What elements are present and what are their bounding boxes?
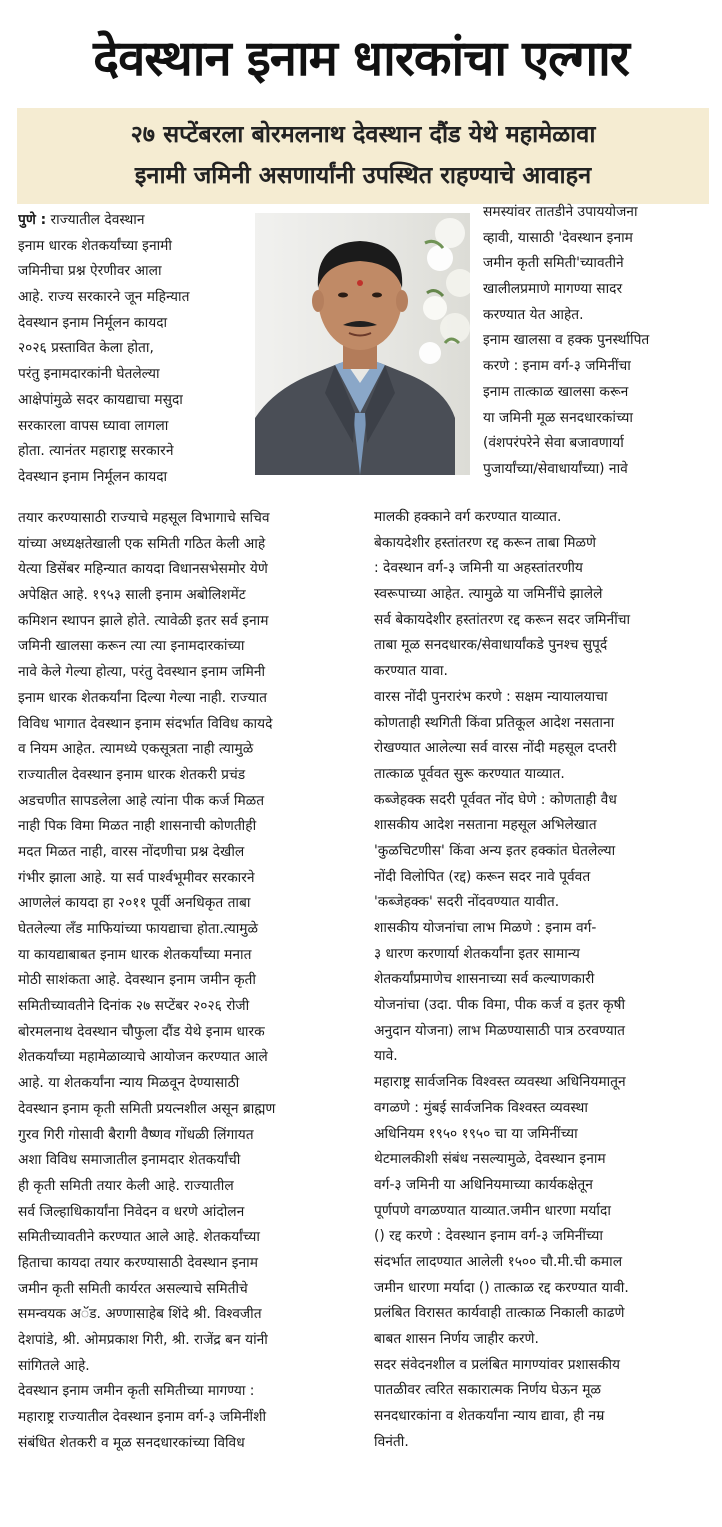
text-line: कोणताही स्थगिती किंवा प्रतिकूल आदेश नसताना xyxy=(374,714,615,731)
text-line: मदत मिळत नाही, वारस नोंदणीचा प्रश्न देखील xyxy=(18,843,245,860)
text-line: या कायद्याबाबत इनाम धारक शेतकर्यांच्या मनात xyxy=(18,946,252,963)
dateline: पुणे : xyxy=(18,212,47,228)
subheadline-line: इनामी जमिनी असणार्यांनी उपस्थित राहण्याचे आवाहन xyxy=(134,161,592,189)
text-line: व नियम आहेत. त्यामध्ये एकसूत्रता नाही त्यामुळे xyxy=(18,741,254,758)
text-line: स्वरूपाच्या आहेत. त्यामुळे या जमिनींचे झालेले xyxy=(374,586,603,603)
text-line: कब्जेहक्क सदरी पूर्ववत नोंद घेणे : कोणताही वैध xyxy=(374,791,617,808)
text-line: पातळीवर त्वरित सकारात्मक निर्णय घेऊन मूळ xyxy=(374,1382,602,1399)
text-line: अपेक्षित आहे. १९५३ साली इनाम अबोलिशमेंट xyxy=(18,587,246,604)
text-line: : देवस्थान वर्ग-३ जमिनी या अहस्तांतरणीय xyxy=(374,560,583,577)
column-1-top xyxy=(18,208,250,491)
text-line: होता. त्यानंतर महाराष्ट्र सरकारने xyxy=(18,443,174,460)
text-line: जमीन कृती समिती कार्यरत असल्याचे समितीचे xyxy=(18,1280,248,1297)
text-line: सदर संवेदनशील व प्रलंबित मागण्यांवर प्रशासकीय xyxy=(374,1356,621,1373)
text-line: खालीलप्रमाणे मागण्या सादर xyxy=(483,281,623,298)
text-line: योजनांचा (उदा. पीक विमा, पीक कर्ज व इतर कृषी xyxy=(374,997,626,1014)
text-line: समस्यांवर तातडीने उपाययोजना xyxy=(483,204,638,220)
text-line: ३ धारण करणार्या शेतकर्यांना इतर सामान्य xyxy=(374,945,580,962)
text-line: तात्काळ पूर्ववत सुरू करण्यात याव्यात. xyxy=(374,765,565,782)
text-line: बेकायदेशीर हस्तांतरण रद्द करून ताबा मिळणे xyxy=(374,534,596,551)
text-line: देवस्थान इनाम निर्मूलन कायदा xyxy=(18,468,168,485)
text-line-content: राज्यातील देवस्थान xyxy=(50,212,145,228)
text-line: सर्व जिल्हाधिकार्यांना निवेदन व धरणे आंदोलन xyxy=(18,1203,245,1220)
text-line: नोंदी विलोपित (रद्द) करून सदर नावे पूर्ववत xyxy=(374,868,591,885)
text-line: आहे. या शेतकर्यांना न्याय मिळवून देण्यासाठी xyxy=(18,1075,240,1092)
column-2-bottom xyxy=(374,505,718,1455)
text-line: विनंती. xyxy=(374,1433,409,1450)
subheadline-box xyxy=(17,108,709,204)
text-line: () रद्द करणे : देवस्थान इनाम वर्ग-३ जमिनींच्या xyxy=(374,1228,603,1245)
text-line: 'कुळचिटणीस' किंवा अन्य इतर हक्कांत घेतलेल्या xyxy=(374,842,616,859)
text-line: जमिनीचा प्रश्न ऐरणीवर आला xyxy=(18,263,162,280)
text-line: करण्यात यावा. xyxy=(374,663,448,680)
text-line: 'कब्जेहक्क' सदरी नोंदवण्यात यावीत. xyxy=(374,894,560,911)
text-line: व्हावी, यासाठी 'देवस्थान इनाम xyxy=(483,229,633,246)
text-line: प्रलंबित विरासत कार्यवाही तात्काळ निकाली काढणे xyxy=(374,1305,625,1322)
text-line: अडचणीत सापडलेला आहे त्यांना पीक कर्ज मिळत xyxy=(18,792,265,809)
text-line: तयार करण्यासाठी राज्याचे महसूल विभागाचे सचिव xyxy=(18,510,270,526)
text-line: यांच्या अध्यक्षतेखाली एक समिती गठित केली आहे xyxy=(18,535,266,552)
text-line: अशा विविध समाजातील इनामदार शेतकर्यांची xyxy=(18,1152,241,1169)
text-line: जमीन धारणा मर्यादा () तात्काळ रद्द करण्यात यावी. xyxy=(374,1279,629,1296)
text-line: (वंशपरंपरेने सेवा बजावणार्या xyxy=(483,435,624,452)
text-line: घेतलेल्या लँड माफियांच्या फायद्याचा होता.त्यामुळे xyxy=(18,921,259,937)
column-2-top xyxy=(483,200,717,483)
text-line: संदर्भात लादण्यात आलेली १५०० चौ.मी.ची कमाल xyxy=(374,1253,623,1270)
text-line: देवस्थान इनाम कृती समिती प्रयत्नशील असून ब्राह्मण xyxy=(18,1100,276,1117)
text-line: २०२६ प्रस्तावित केला होता, xyxy=(18,340,154,357)
text-line: कमिशन स्थापन झाले होते. त्यावेळी इतर सर्व इनाम xyxy=(18,612,269,629)
text-line: सर्व बेकायदेशीर हस्तांतरण रद्द करून सदर जमिनींचा xyxy=(374,611,631,628)
text-line: पुजार्यांच्या/सेवाधार्यांच्या) नावे xyxy=(483,460,628,477)
text-line: महाराष्ट्र सार्वजनिक विश्वस्त व्यवस्था अधिनियमातून xyxy=(374,1074,626,1091)
text-line: शासकीय योजनांचा लाभ मिळणे : इनाम वर्ग- xyxy=(374,920,597,936)
text-line: नाही पिक विमा मिळत नाही शासनाची कोणतीही xyxy=(18,818,257,835)
text-line: करणे : इनाम वर्ग-३ जमिनींचा xyxy=(483,358,631,375)
text-line: जमिनी खालसा करून त्या त्या इनामदारकांच्या xyxy=(18,638,245,655)
text-line: मालकी हक्काने वर्ग करण्यात याव्यात. xyxy=(374,509,562,525)
text-line: पूर्णपणे वगळण्यात याव्यात.जमीन धारणा मर्यादा xyxy=(374,1202,611,1219)
text-line: राज्यातील देवस्थान इनाम धारक शेतकरी प्रचंड xyxy=(18,766,246,783)
text-line: इनाम धारक शेतकर्यांच्या इनामी xyxy=(18,237,172,254)
text-line: इनाम खालसा व हक्क पुनर्स्थापित xyxy=(483,332,650,349)
text-line: हिताचा कायदा तयार करण्यासाठी देवस्थान इनाम xyxy=(18,1254,259,1271)
text-line: जमीन कृती समिती'च्यावतीने xyxy=(483,255,624,272)
text-line: आणलेलं कायदा हा २०११ पूर्वी अनधिकृत ताबा xyxy=(18,895,251,912)
text-line: विविध भागात देवस्थान इनाम संदर्भात विविध कायदे xyxy=(18,715,273,732)
text-line: शासकीय आदेश नसताना महसूल अभिलेखात xyxy=(374,817,597,834)
text-line: बाबत शासन निर्णय जाहीर करणे. xyxy=(374,1331,539,1347)
text-line: सरकारला वापस घ्यावा लागला xyxy=(18,417,169,434)
text-line: इनाम तात्काळ खालसा करून xyxy=(483,383,629,400)
text-line: शेतकर्यांप्रमाणेच शासनाच्या सर्व कल्याणकारी xyxy=(374,971,595,988)
text-line: थेटमालकीशी संबंध नसल्यामुळे, देवस्थान इनाम xyxy=(374,1151,606,1168)
text-line: नावे केले गेल्या होत्या, परंतु देवस्थान इनाम जमिनी xyxy=(18,664,266,681)
text-line: ही कृती समिती तयार केली आहे. राज्यातील xyxy=(18,1177,234,1194)
text-line: समितीच्यावतीने दिनांक २७ सप्टेंबर २०२६ रोजी xyxy=(18,998,250,1015)
text-line: यावे. xyxy=(374,1048,398,1065)
portrait-photo xyxy=(255,213,470,475)
text-line: गुरव गिरी गोसावी बैरागी वैष्णव गोंधळी लिंगायत xyxy=(18,1126,254,1143)
text-line: वारस नोंदी पुनरारंभ करणे : सक्षम न्यायालयाचा xyxy=(374,688,608,705)
text-line: सनदधारकांना व शेतकर्यांना न्याय द्यावा, ही नम्र xyxy=(374,1408,605,1425)
text-line: समन्वयक अॅड. अण्णासाहेब शिंदे श्री. विश्वजीत xyxy=(18,1306,262,1323)
text-line: या जमिनी मूळ सनदधारकांच्या xyxy=(483,409,633,426)
text-line: वर्ग-३ जमिनी या अधिनियमाच्या कार्यकक्षेतून xyxy=(374,1176,593,1193)
text-line: शेतकर्यांच्या महामेळाव्याचे आयोजन करण्यात आले xyxy=(18,1049,268,1066)
text-line: महाराष्ट्र राज्यातील देवस्थान इनाम वर्ग-३ जमिनींशी xyxy=(18,1409,267,1426)
text-line xyxy=(18,208,250,234)
text-line: देवस्थान इनाम जमीन कृती समितीच्या मागण्या : xyxy=(18,1383,255,1400)
text-line: ताबा मूळ सनदधारक/सेवाधार्यांकडे पुनश्च सुपूर्द xyxy=(374,637,608,654)
headline: देवस्थान इनाम धारकांचा एल्गार xyxy=(93,30,629,87)
text-line: वगळणे : मुंबई सार्वजनिक विश्वस्त व्यवस्था xyxy=(374,1099,588,1116)
text-line: इनाम धारक शेतकर्यांना दिल्या गेल्या नाही. राज्यात xyxy=(18,689,268,706)
text-line: अनुदान योजना) लाभ मिळण्यासाठी पात्र ठरवण्यात xyxy=(374,1022,626,1039)
text-line: आक्षेपांमुळे सदर कायद्याचा मसुदा xyxy=(18,391,183,408)
text-line: आहे. राज्य सरकारने जून महिन्यात xyxy=(18,289,190,306)
text-line: संबंधित शेतकरी व मूळ सनदधारकांच्या विविध xyxy=(18,1434,245,1451)
text-line: सांगितले आहे. xyxy=(18,1357,90,1374)
text-line: अधिनियम १९५० १९५० चा या जमिनींच्या xyxy=(374,1125,578,1142)
text-line: करण्यात येत आहेत. xyxy=(483,306,584,323)
subheadline-line: २७ सप्टेंबरला बोरमलनाथ देवस्थान दौंड येथे महामेळावा xyxy=(130,120,596,148)
text-line: बोरमलनाथ देवस्थान चौफुला दौंड येथे इनाम धारक xyxy=(18,1023,265,1040)
text-line: मोठी साशंकता आहे. देवस्थान इनाम जमीन कृती xyxy=(18,972,256,989)
text-line: रोखण्यात आलेल्या सर्व वारस नोंदी महसूल दप्तरी xyxy=(374,740,617,757)
text-line: येत्या डिसेंबर महिन्यात कायदा विधानसभेसमोर येणे xyxy=(18,561,268,578)
text-line: देशपांडे, श्री. ओमप्रकाश गिरी, श्री. राजेंद्र बन यांनी xyxy=(18,1332,268,1348)
column-1-bottom xyxy=(18,506,366,1456)
text-line: गंभीर झाला आहे. या सर्व पार्श्वभूमीवर सरकारने xyxy=(18,869,255,886)
text-line: समितीच्यावतीने करण्यात आले आहे. शेतकर्यांच्या xyxy=(18,1229,260,1246)
text-line: देवस्थान इनाम निर्मूलन कायदा xyxy=(18,314,168,331)
text-line: परंतु इनामदारकांनी घेतलेल्या xyxy=(18,366,160,383)
